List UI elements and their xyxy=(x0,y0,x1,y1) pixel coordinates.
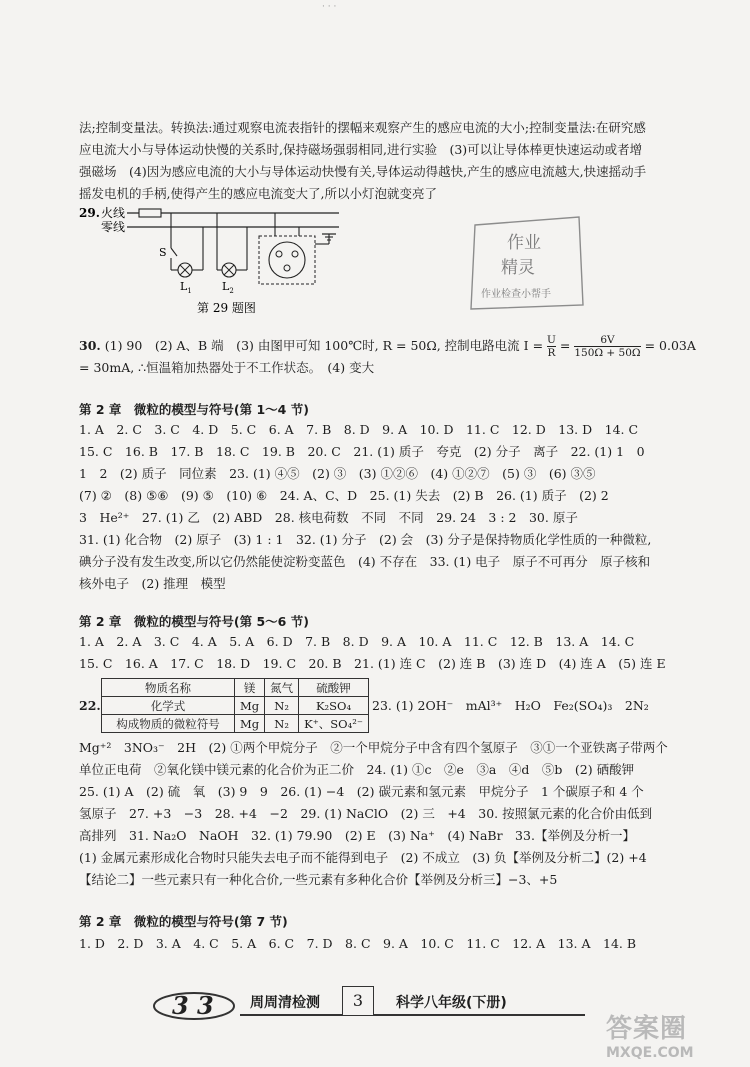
lamp-l2-label: $L_2$ xyxy=(222,280,234,295)
text-line: 强磁场 (4)因为感应电流的大小与导体运动快慢有关,导体运动得越快,产生的感应电流越大,快速摇动手 xyxy=(79,164,647,179)
fraction-u-over-r: $\frac{U}{R}$ xyxy=(547,334,556,359)
table-cell: 镁 xyxy=(235,679,265,697)
answer-line: 1 2 (2) 质子 同位素 23. (1) ④⑤ (2) ③ (3) ①②⑥ (4) ①②⑦ (5) ③ (6) ③⑤ xyxy=(79,466,596,481)
q29-caption: 第 29 题图 xyxy=(197,301,256,315)
svg-text:作业: 作业 xyxy=(507,233,541,253)
answer-line: 31. (1) 化合物 (2) 原子 (3) 1 : 1 32. (1) 分子 (2) 会 (3) 分子是保持物质化学性质的一种微粒, xyxy=(79,532,652,547)
table-cell: 硫酸钾 xyxy=(299,679,369,697)
q30-line1: 30. (1) 90 (2) A、B 端 (3) 由图甲可知 100℃时, R = 50Ω, 控制电路电流 I = $\frac{U}{R}$ = $\frac{6V}{150\Omega + 50\Omega}$ = 0.03A xyxy=(79,334,696,359)
q30-line2: = 30mA, ∴恒温箱加热器处于不工作状态。 (4) 变大 xyxy=(79,360,375,375)
table-row xyxy=(102,679,369,697)
answer-line: 3 He²⁺ 27. (1) 乙 (2) ABD 28. 核电荷数 不同 不同 29. 24 3 : 2 30. 原子 xyxy=(79,510,578,525)
live-wire-label: 火线 xyxy=(101,206,126,220)
answer-line: 1. A 2. A 3. C 4. A 5. A 6. D 7. B 8. D 9. A 10. A 11. C 12. B 13. A 14. C xyxy=(79,634,635,649)
section-title: 第 2 章 微粒的模型与符号(第 7 节) xyxy=(79,914,288,929)
fraction-6v: $\frac{6V}{150\Omega + 50\Omega}$ xyxy=(574,334,641,359)
answer-line: 1. D 2. D 3. A 4. C 5. A 6. C 7. D 8. C 9. A 10. C 11. C 12. A 13. A 14. B xyxy=(79,936,637,951)
table-cell: N₂ xyxy=(265,715,299,733)
page-number: 3 xyxy=(342,986,374,1016)
q30-text: (1) 90 (2) A、B 端 (3) 由图甲可知 100℃时, R = 50Ω, 控制电路电流 xyxy=(104,338,520,353)
table-cell: Mg xyxy=(235,697,265,715)
table-cell: K₂SO₄ xyxy=(299,697,369,715)
section-title: 第 2 章 微粒的模型与符号(第 5～6 节) xyxy=(79,614,309,629)
svg-text:精灵: 精灵 xyxy=(501,258,535,278)
text-line: 摇发电机的手柄,使得产生的感应电流变大了,所以小灯泡就变亮了 xyxy=(79,186,437,201)
socket-icon xyxy=(269,242,305,278)
footer-title: 周周清检测 xyxy=(250,995,320,1011)
answer-line: 核外电子 (2) 推理 模型 xyxy=(79,576,226,591)
table-cell: 物质名称 xyxy=(102,679,235,697)
watermark xyxy=(606,1008,736,1060)
answer-line: (1) 金属元素形成化合物时只能失去电子而不能得到电子 (2) 不成立 (3) 负【举例及分析二】(2) +4 xyxy=(79,850,647,865)
table-cell: N₂ xyxy=(265,697,299,715)
svg-text:作业检查小帮手: 作业检查小帮手 xyxy=(481,289,551,300)
table-cell: Mg xyxy=(235,715,265,733)
socket-frame xyxy=(259,236,315,284)
table-cell: 构成物质的微粒符号 xyxy=(102,715,235,733)
formula-lhs: I = xyxy=(523,338,544,353)
answer-line: 【结论二】一些元素只有一种化合价,一些元素有多种化合价【举例及分析三】−3、+5 xyxy=(79,872,558,887)
q22-table xyxy=(101,678,369,733)
answer-line: 高排列 31. Na₂O NaOH 32. (1) 79.90 (2) E (3) Na⁺ (4) NaBr 33.【举例及分析一】 xyxy=(79,828,635,843)
text-line: 应电流大小与导体运动快慢的关系时,保持磁场强弱相同,进行实验 (3)可以让导体棒更快速运动或者增 xyxy=(79,142,643,157)
watermark-url: MXQE.COM xyxy=(606,1045,694,1061)
answer-line: 氢原子 27. +3 −3 28. +4 −2 29. (1) NaClO (2) 三 +4 30. 按照氯元素的化合价由低到 xyxy=(79,806,653,821)
lamp-l2-icon xyxy=(222,263,236,277)
section-title: 第 2 章 微粒的模型与符号(第 1～4 节) xyxy=(79,402,309,417)
answer-line: 25. (1) A (2) 硫 氧 (3) 9 9 26. (1) −4 (2) 碳元素和氢元素 甲烷分子 1 个碳原子和 4 个 xyxy=(79,784,644,799)
table-cell: 化学式 xyxy=(102,697,235,715)
switch-label: S xyxy=(159,246,167,259)
watermark-logo: 答案圈 xyxy=(606,1014,688,1044)
table-cell: K⁺、SO₄²⁻ xyxy=(299,715,369,733)
switch-icon xyxy=(171,248,177,256)
table-row xyxy=(102,697,369,715)
formula-rhs: = 0.03A xyxy=(644,338,696,353)
neutral-wire-label: 零线 xyxy=(101,220,126,234)
lamp-l1-label: $L_1$ xyxy=(180,280,192,295)
table-cell: 氮气 xyxy=(265,679,299,697)
q30-number: 30. xyxy=(79,338,101,353)
table-row xyxy=(102,715,369,733)
answer-line: 单位正电荷 ②氧化镁中镁元素的化合价为正二价 24. (1) ①c ②e ③a ④d ⑤b (2) 硒酸钾 xyxy=(79,762,635,777)
fuse-icon xyxy=(139,209,161,217)
q23-inline: 23. (1) 2OH⁻ mAl³⁺ H₂O Fe₂(SO₄)₃ 2N₂ xyxy=(372,698,649,713)
brand-logo-icon xyxy=(150,982,240,1024)
answer-line: 15. C 16. B 17. B 18. C 19. B 20. C 21. (1) 质子 夸克 (2) 分子 离子 22. (1) 1 0 xyxy=(79,444,645,459)
top-mark: · · · xyxy=(322,2,337,12)
q22-number: 22. xyxy=(79,698,101,713)
q29-number: 29. xyxy=(79,206,100,220)
answer-line: (7) ② (8) ⑤⑥ (9) ⑤ (10) ⑥ 24. A、C、D 25. (1) 失去 (2) B 26. (1) 质子 (2) 2 xyxy=(79,488,609,503)
answer-line: 碘分子没有发生改变,所以它仍然能使淀粉变蓝色 (4) 不存在 33. (1) 电子 原子不可再分 原子核和 xyxy=(79,554,651,569)
homework-stamp xyxy=(467,213,587,313)
answer-line: Mg⁺² 3NO₃⁻ 2H (2) ①两个甲烷分子 ②一个甲烷分子中含有四个氢原子 ③①一个亚铁离子带两个 xyxy=(79,740,668,755)
q29-circuit-diagram xyxy=(79,204,379,322)
answer-line: 15. C 16. A 17. C 18. D 19. C 20. B 21. (1) 连 C (2) 连 B (3) 连 D (4) 连 A (5) 连 E xyxy=(79,656,666,671)
answer-line: 1. A 2. C 3. C 4. D 5. C 6. A 7. B 8. D 9. A 10. D 11. C 12. D 13. D 14. C xyxy=(79,422,639,437)
page-footer xyxy=(150,982,580,1024)
svg-text:3 3: 3 3 xyxy=(172,991,214,1020)
lamp-l1-icon xyxy=(178,263,192,277)
text-line: 法;控制变量法。转换法:通过观察电流表指针的摆幅来观察产生的感应电流的大小;控制变量法:在研究感 xyxy=(79,120,646,135)
footer-subject: 科学八年级(下册) xyxy=(396,995,507,1011)
